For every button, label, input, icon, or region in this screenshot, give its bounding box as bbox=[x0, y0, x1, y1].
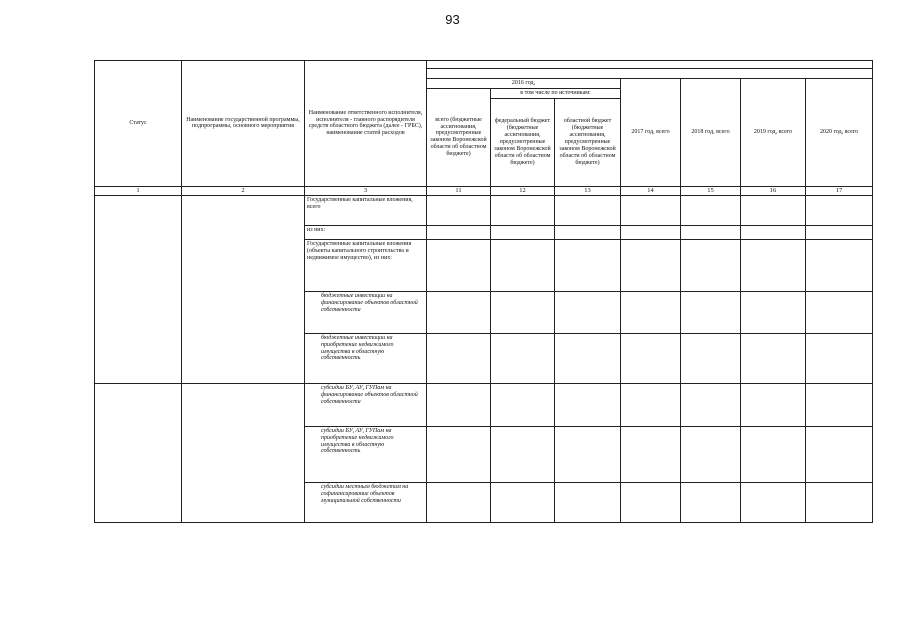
program-cell bbox=[182, 195, 305, 383]
header-program-name: Наименование государственной программы, подпрограммы, основного мероприятия bbox=[182, 61, 305, 187]
row-label: субсидии БУ, АУ, ГУПам на приобретение недвижимого имущества в областную собственность bbox=[305, 426, 427, 482]
table-row bbox=[95, 195, 873, 225]
page-number: 93 bbox=[445, 12, 460, 27]
row-label: субсидии БУ, АУ, ГУПам на финансирование объектов областной собственности bbox=[305, 383, 427, 426]
budget-table bbox=[94, 60, 873, 523]
row-label: субсидии местным бюджетам на софинансирование объектов муниципальной собственности bbox=[305, 482, 427, 522]
colnum-3: 3 bbox=[305, 186, 427, 195]
header-federal: федеральный бюджет (бюджетные ассигнования, предусмотренные законом Воронежской области об областном бюджете) bbox=[491, 98, 555, 186]
column-number-row bbox=[95, 186, 873, 195]
header-2017: 2017 год, всего bbox=[621, 79, 681, 187]
status-cell bbox=[95, 383, 182, 522]
header-regional: областной бюджет (бюджетные ассигнования, предусмотренные законом Воронежской области об областном бюджете) bbox=[555, 98, 621, 186]
row-label: Государственные капитальные вложения (объекты капитального строительства и недвижимое имущество), из них: bbox=[305, 239, 427, 291]
colnum-11: 11 bbox=[427, 186, 491, 195]
header-2019: 2019 год, всего bbox=[741, 79, 806, 187]
row-label: бюджетные инвестиции на финансирование объектов областной собственности bbox=[305, 291, 427, 333]
colnum-16: 16 bbox=[741, 186, 806, 195]
program-cell bbox=[182, 383, 305, 522]
header-2018: 2018 год, всего bbox=[681, 79, 741, 187]
status-cell bbox=[95, 195, 182, 383]
colnum-14: 14 bbox=[621, 186, 681, 195]
colnum-17: 17 bbox=[806, 186, 873, 195]
row-label: бюджетные инвестиции на приобретение недвижимого имущества в областную собственность bbox=[305, 333, 427, 383]
row-label: из них: bbox=[305, 225, 427, 239]
header-year-2016: 2016 год, bbox=[427, 79, 621, 89]
colnum-12: 12 bbox=[491, 186, 555, 195]
budget-table-sheet bbox=[94, 60, 872, 532]
table-row bbox=[95, 383, 873, 426]
colnum-15: 15 bbox=[681, 186, 741, 195]
row-label: Государственные капитальные вложения, всего bbox=[305, 195, 427, 225]
header-sources: в том числе по источникам: bbox=[491, 88, 621, 98]
colnum-1: 1 bbox=[95, 186, 182, 195]
header-executor: Наименование ответственного исполнителя, исполнителя - главного распорядителя средств областного бюджета (далее - ГРБС), наименование статей расходов bbox=[305, 61, 427, 187]
colnum-2: 2 bbox=[182, 186, 305, 195]
header-spacer-2 bbox=[427, 69, 873, 79]
header-total-2016: всего (бюджетные ассигнования, предусмотренные законом Воронежской области об областном бюджете) bbox=[427, 88, 491, 186]
header-status: Статус bbox=[95, 61, 182, 187]
colnum-13: 13 bbox=[555, 186, 621, 195]
header-spacer-top bbox=[427, 61, 873, 69]
header-2020: 2020 год, всего bbox=[806, 79, 873, 187]
